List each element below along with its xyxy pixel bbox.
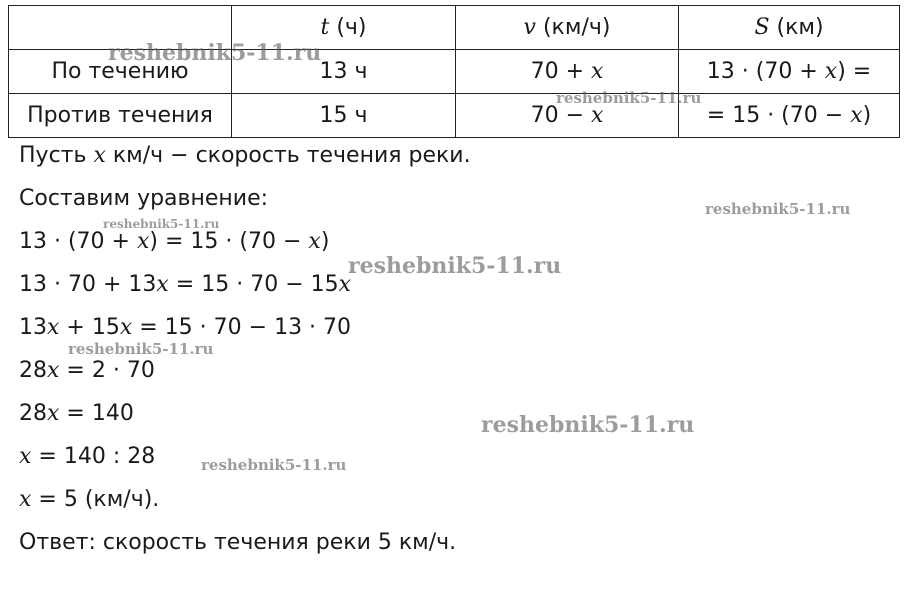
equation-result: x = 5 (км/ч). <box>19 487 160 512</box>
equation-line: x = 140 : 28 <box>19 444 156 469</box>
row-label: По течению <box>9 50 232 94</box>
equation-line: 13x + 15x = 15 · 70 − 13 · 70 <box>19 315 352 340</box>
data-table <box>8 5 900 138</box>
watermark: reshebnik5-11.ru <box>705 200 851 218</box>
watermark: reshebnik5-11.ru <box>68 340 214 358</box>
table-cell: = 15 · (70 − x) <box>679 94 900 138</box>
equation-line: 28x = 2 · 70 <box>19 358 155 383</box>
table-cell: 13 · (70 + x) = <box>679 50 900 94</box>
equation-line: 28x = 140 <box>19 401 134 426</box>
equation-line: 13 · (70 + x) = 15 · (70 − x) <box>19 229 330 254</box>
table-cell: 70 − x <box>456 94 679 138</box>
watermark: reshebnik5-11.ru <box>556 89 702 107</box>
watermark: reshebnik5-11.ru <box>103 217 220 231</box>
watermark: reshebnik5-11.ru <box>201 456 347 474</box>
equation-heading: Составим уравнение: <box>19 186 269 211</box>
row-label: Против течения <box>9 94 232 138</box>
table-cell: 15 ч <box>232 94 456 138</box>
table-cell: 70 + x <box>456 50 679 94</box>
answer-text: Ответ: скорость течения реки 5 км/ч. <box>19 530 457 555</box>
header-cell-speed: v (км/ч) <box>456 6 679 50</box>
watermark: reshebnik5-11.ru <box>348 253 562 279</box>
watermark: reshebnik5-11.ru <box>481 412 695 438</box>
header-cell-time: t (ч) <box>232 6 456 50</box>
table-cell: 13 ч <box>232 50 456 94</box>
intro-text: Пусть x км/ч − скорость течения реки. <box>19 143 471 168</box>
watermark: reshebnik5-11.ru <box>108 40 322 66</box>
header-cell-distance: S (км) <box>679 6 900 50</box>
table-row <box>9 94 900 138</box>
equation-line: 13 · 70 + 13x = 15 · 70 − 15x <box>19 272 352 297</box>
